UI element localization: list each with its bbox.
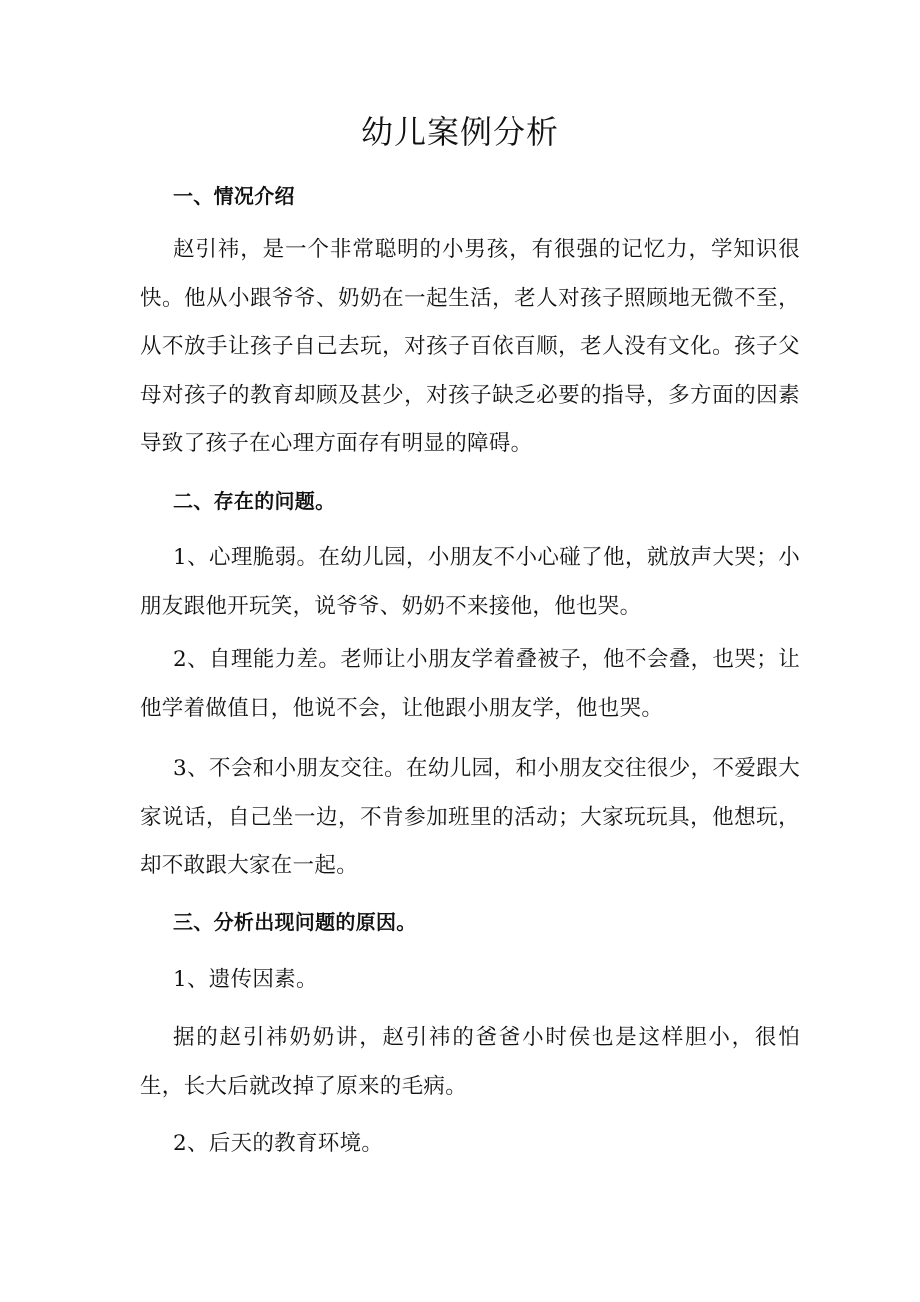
paragraph-cause-1-heading: 1、遗传因素。 [173,967,318,992]
paragraph-problem-2: 2、自理能力差。老师让小朋友学着叠被子，他不会叠，也哭；让他学着做值日，他说不会，让他跟小朋友学，他也哭。 [140,647,800,721]
section-heading-situation: 一、情况介绍 [173,184,295,208]
section-heading-problems: 二、存在的问题。 [173,489,336,513]
paragraph-problem-1: 1、心理脆弱。在幼儿园，小朋友不小心碰了他，就放声大哭；小朋友跟他开玩笑，说爷爷、奶奶不来接他，他也哭。 [140,545,800,619]
paragraph-problem-3: 3、不会和小朋友交往。在幼儿园，和小朋友交往很少，不爱跟大家说话，自己坐一边，不肯参加班里的活动；大家玩玩具，他想玩，却不敢跟大家在一起。 [140,756,800,878]
document-title: 幼儿案例分析 [360,113,559,151]
section-heading-causes: 三、分析出现问题的原因。 [173,910,417,934]
paragraph-situation: 赵引祎，是一个非常聪明的小男孩，有很强的记忆力，学知识很快。他从小跟爷爷、奶奶在一起生活，老人对孩子照顾地无微不至，从不放手让孩子自己去玩，对孩子百依百顺，老人没有文化。孩子父母对孩子的教育却顾及甚少，对孩子缺乏必要的指导，多方面的因素导致了孩子在心理方面存有明显的障碍。 [140,237,800,456]
paragraph-cause-1-body: 据的赵引祎奶奶讲，赵引祎的爸爸小时侯也是这样胆小，很怕生，长大后就改掉了原来的毛病。 [140,1025,800,1099]
paragraph-cause-2-heading: 2、后天的教育环境。 [173,1131,384,1156]
